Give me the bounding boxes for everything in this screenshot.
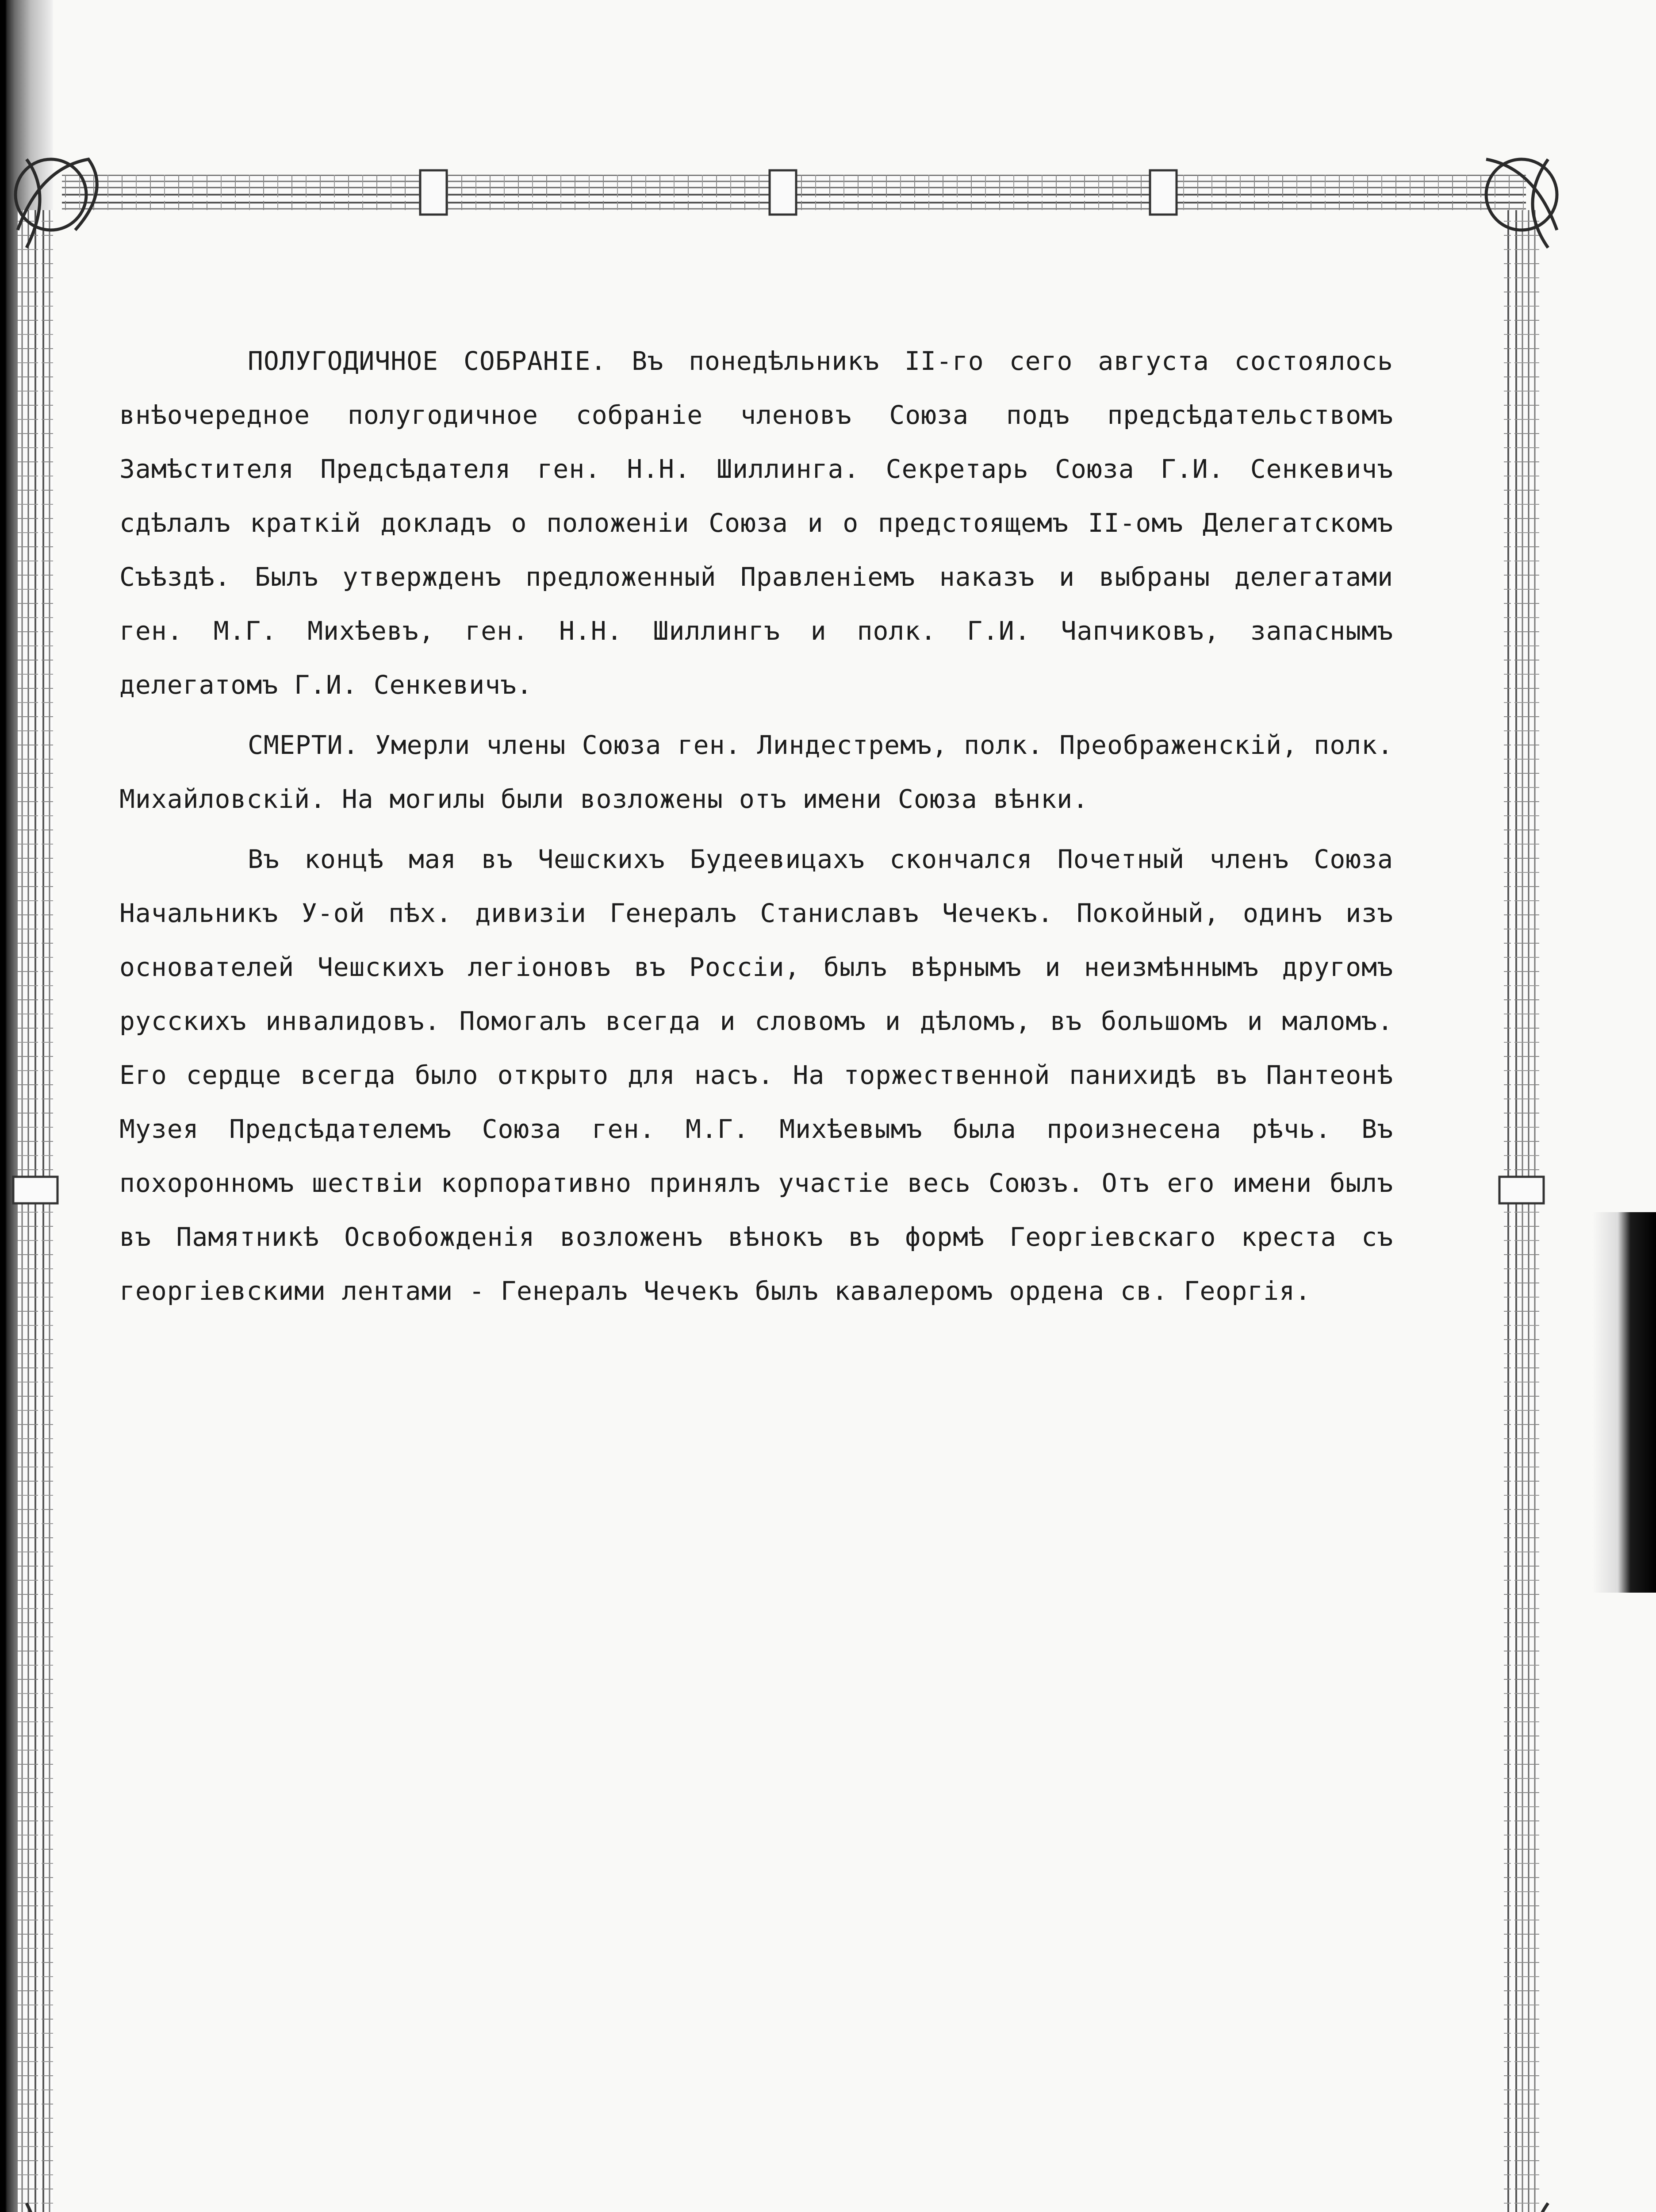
document-text: [119, 334, 1393, 1318]
paragraph-heading: СМЕРТИ.: [248, 730, 359, 760]
paragraph-obituary: [119, 832, 1393, 1318]
paragraph-body: Умерли члены Союза ген. Линдестремъ, полк. Преображенскій, полк. Михайловскій. На могилы были возложены отъ имени Союза вѣнки.: [119, 730, 1393, 814]
paragraph-body: Въ понедѣльникъ II-го сего августа состоялось внѣочередное полугодичное собраніе членовъ Союза подъ предсѣдательствомъ Замѣстителя Предсѣдателя ген. Н.Н. Шиллинга. Секретарь Союза Г.И. Сенкевичъ сдѣлалъ краткій докладъ о положеніи Союза и о предстоящемъ II-омъ Делегатскомъ Съѣздѣ. Былъ утвержденъ предложенный Правленіемъ наказъ и выбраны делегатами ген. М.Г. Михѣевъ, ген. Н.Н. Шиллингъ и полк. Г.И. Чапчиковъ, запаснымъ делегатомъ Г.И. Сенкевичъ.: [119, 346, 1393, 700]
paragraph-body: Въ концѣ мая въ Чешскихъ Будеевицахъ скончался Почетный членъ Союза Начальникъ У-ой пѣх. дивизіи Генералъ Станиславъ Чечекъ. Покойный, одинъ изъ основателей Чешскихъ легіоновъ въ Россіи, былъ вѣрнымъ и неизмѣннымъ другомъ русскихъ инвалидовъ. Помогалъ всегда и словомъ и дѣломъ, въ большомъ и маломъ. Его сердце всегда было открыто для насъ. На торжественной панихидѣ въ Пантеонѣ Музея Предсѣдателемъ Союза ген. М.Г. Михѣевымъ была произнесена рѣчь. Въ похоронномъ шествіи корпоративно принялъ участіе весь Союзъ. Отъ его имени былъ въ Памятникѣ Освобожденія возложенъ вѣнокъ въ формѣ Георгіевскаго креста съ георгіевскими лентами - Генералъ Чечекъ былъ кавалеромъ ордена св. Георгія.: [119, 844, 1393, 1306]
border-left: [18, 210, 53, 2212]
paragraph-deaths: [119, 718, 1393, 826]
paragraph-meeting: [119, 334, 1393, 712]
border-right: [1504, 210, 1539, 2212]
paragraph-heading: ПОЛУГОДИЧНОЕ СОБРАНІЕ.: [248, 346, 607, 376]
